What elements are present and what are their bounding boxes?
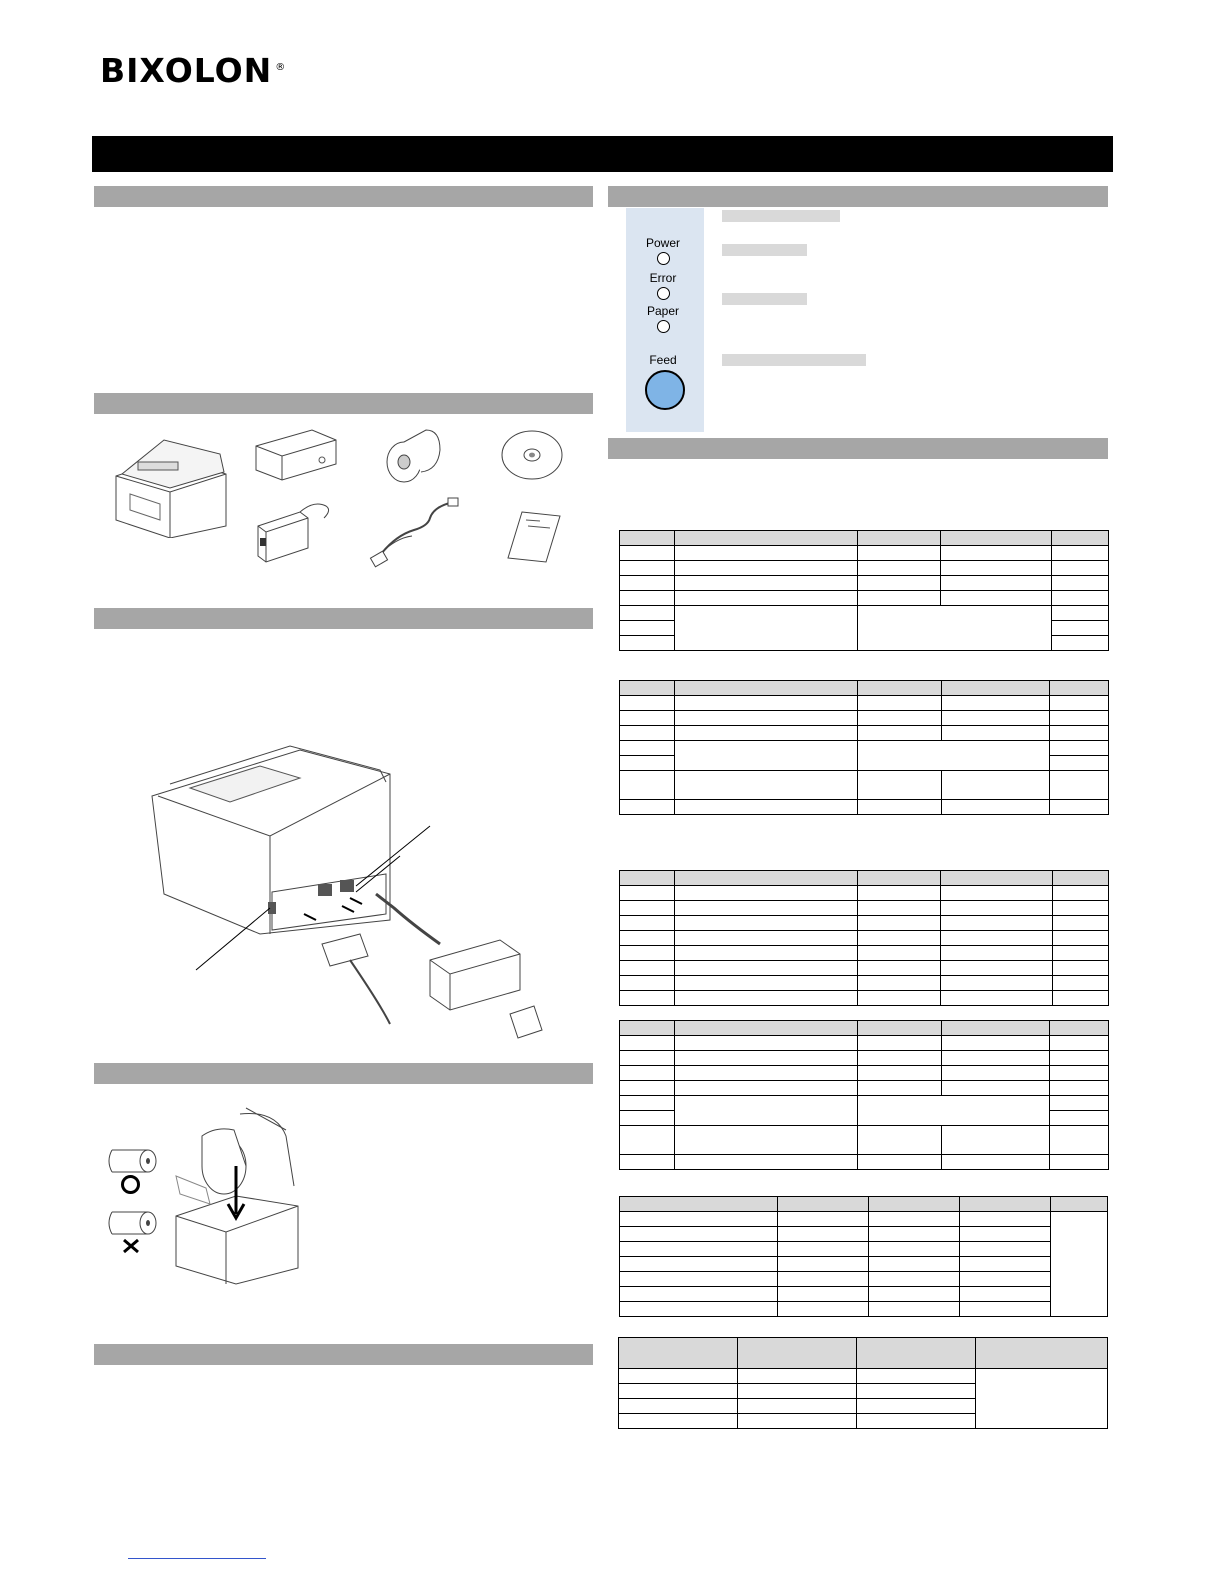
table-row (620, 1126, 1109, 1155)
error-label: Error (649, 271, 677, 285)
table-row (620, 961, 1109, 976)
table-row (620, 1227, 1108, 1242)
table-row (620, 916, 1109, 931)
feed-button[interactable] (645, 370, 685, 410)
paper-led (657, 320, 670, 333)
table-row (620, 591, 1109, 606)
table-row (620, 561, 1109, 576)
paper-label: Paper (646, 304, 680, 318)
section-bar-control-panel (608, 186, 1108, 207)
table-row (619, 1369, 1108, 1384)
table-row (620, 1302, 1108, 1317)
density-table (618, 1337, 1108, 1429)
table-row (620, 606, 1109, 621)
feed-label: Feed (649, 353, 677, 367)
cross-mark-icon (122, 1238, 140, 1254)
table-row (620, 886, 1109, 901)
section-bar-connection (94, 608, 593, 629)
table-header-row (620, 1197, 1108, 1212)
table-header-row (620, 681, 1109, 696)
table-row (620, 976, 1109, 991)
table-header-row (619, 1338, 1108, 1369)
cd-illustration (500, 428, 564, 482)
table-row (620, 741, 1109, 756)
paper-roll-illustration (382, 424, 442, 486)
table-row (620, 991, 1109, 1006)
section-bar-paper (94, 1063, 593, 1084)
table-header-row (620, 531, 1109, 546)
feed-heading-placeholder (722, 354, 866, 366)
table-row (620, 1212, 1108, 1227)
table-row (620, 901, 1109, 916)
paper-loading-illustration (166, 1106, 306, 1286)
table-row (620, 1242, 1108, 1257)
brand-logo (100, 50, 286, 89)
power-led-heading-placeholder (722, 244, 807, 256)
table-header-row (620, 1021, 1109, 1036)
printer-illustration (108, 428, 233, 538)
table-row (620, 931, 1109, 946)
table-row (620, 696, 1109, 711)
section-bar-contents (94, 393, 593, 414)
table-row (620, 771, 1109, 800)
cover-illustration (252, 426, 340, 484)
table-row (620, 711, 1109, 726)
table-row (620, 1257, 1108, 1272)
table-row (620, 1155, 1109, 1170)
error-led (657, 287, 670, 300)
baud-rate-table (619, 1196, 1108, 1317)
table-row (620, 576, 1109, 591)
section-bar-last (94, 1344, 593, 1365)
control-panel (626, 208, 704, 432)
dip-switch-table-3 (619, 870, 1109, 1006)
section-bar-1 (94, 186, 593, 207)
section-bar-dip-switch (608, 438, 1108, 459)
table-row (620, 1036, 1109, 1051)
table-row (620, 1272, 1108, 1287)
table-header-row (620, 871, 1109, 886)
power-led (657, 252, 670, 265)
dip-switch-table-4 (619, 1020, 1109, 1170)
registered-mark: ® (275, 62, 287, 73)
power-adapter-illustration (252, 496, 342, 568)
connection-illustration (150, 744, 550, 1044)
dip-switch-table-1 (619, 530, 1109, 651)
table-row (620, 1066, 1109, 1081)
brand-logo-text: BIXOLON (100, 51, 273, 90)
table-row (620, 1287, 1108, 1302)
table-row (620, 1096, 1109, 1111)
table-row (620, 726, 1109, 741)
title-band (92, 136, 1113, 172)
dip-switch-table-2 (619, 680, 1109, 815)
table-row (620, 946, 1109, 961)
power-cord-illustration (368, 496, 464, 568)
error-led-heading-placeholder (722, 293, 807, 305)
table-row (620, 1051, 1109, 1066)
panel-heading-placeholder (722, 210, 840, 222)
table-row (620, 1081, 1109, 1096)
circle-mark-icon (121, 1175, 140, 1194)
manual-illustration (506, 508, 562, 564)
table-row (620, 546, 1109, 561)
power-label: Power (645, 236, 680, 250)
table-row (620, 800, 1109, 815)
footer-link[interactable] (128, 1558, 266, 1559)
